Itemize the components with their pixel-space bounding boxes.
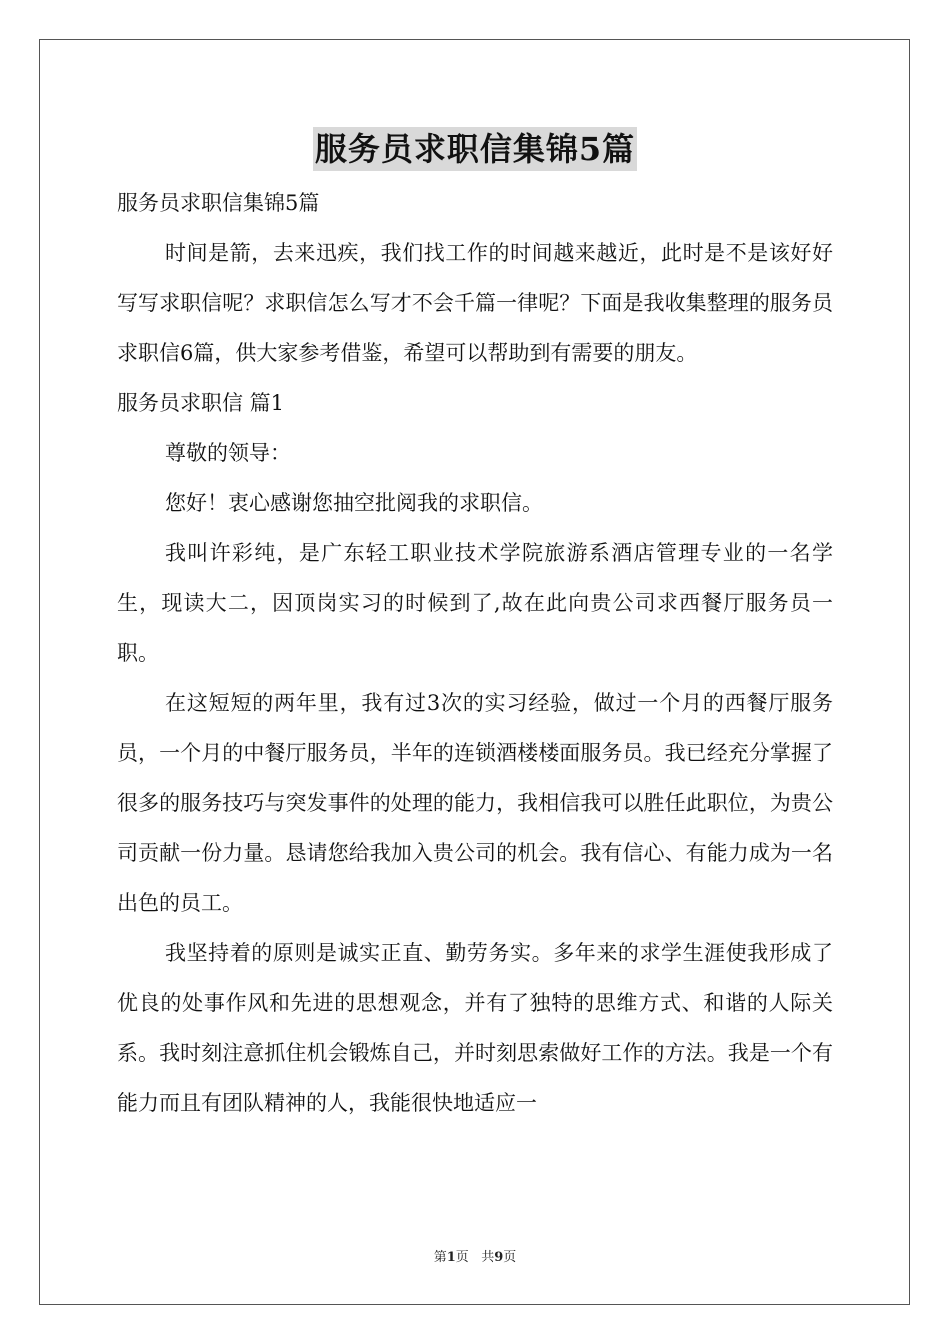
page-prefix: 第 (433, 1250, 447, 1265)
document-body (117, 178, 833, 1128)
page-label: 页 (455, 1250, 469, 1265)
total-page-number: 9 (494, 1250, 504, 1265)
total-label: 页 (503, 1250, 517, 1265)
document-subtitle: 服务员求职信集锦5篇 (117, 191, 320, 215)
letter-paragraph: 在这短短的两年里，我有过3次的实习经验，做过一个月的西餐厅服务员，一个月的中餐厅服务员，半年的连锁酒楼楼面服务员。我已经充分掌握了很多的服务技巧与突发事件的处理的能力，我相信我可以胜任此职位，为贵公司贡献一份力量。恳请您给我加入贵公司的机会。我有信心、有能力成为一名出色的员工。 (117, 691, 833, 915)
letter-paragraph: 我坚持着的原则是诚实正直、勤劳务实。多年来的求学生涯使我形成了优良的处事作风和先进的思想观念，并有了独特的思维方式、和谐的人际关系。我时刻注意抓住机会锻炼自己，并时刻思索做好工作的方法。我是一个有能力而且有团队精神的人，我能很快地适应一 (117, 941, 833, 1115)
document-title: 服务员求职信集锦5篇 (313, 127, 637, 171)
title-container (0, 127, 950, 171)
intro-paragraph: 时间是箭，去来迅疾，我们找工作的时间越来越近，此时是不是该好好写写求职信呢？求职信怎么写才不会千篇一律呢？下面是我收集整理的服务员求职信6篇，供大家参考借鉴，希望可以帮助到有需要的朋友。 (117, 241, 833, 365)
current-page-number: 1 (446, 1250, 456, 1265)
total-prefix: 共 (481, 1250, 495, 1265)
section-heading: 服务员求职信 篇1 (117, 391, 285, 415)
letter-greeting: 您好！衷心感谢您抽空批阅我的求职信。 (165, 491, 543, 515)
letter-paragraph: 我叫许彩纯，是广东轻工职业技术学院旅游系酒店管理专业的一名学生，现读大二，因顶岗实习的时候到了,故在此向贵公司求西餐厅服务员一职。 (117, 541, 833, 665)
page-footer (0, 1246, 950, 1265)
letter-salutation: 尊敬的领导： (165, 441, 291, 465)
